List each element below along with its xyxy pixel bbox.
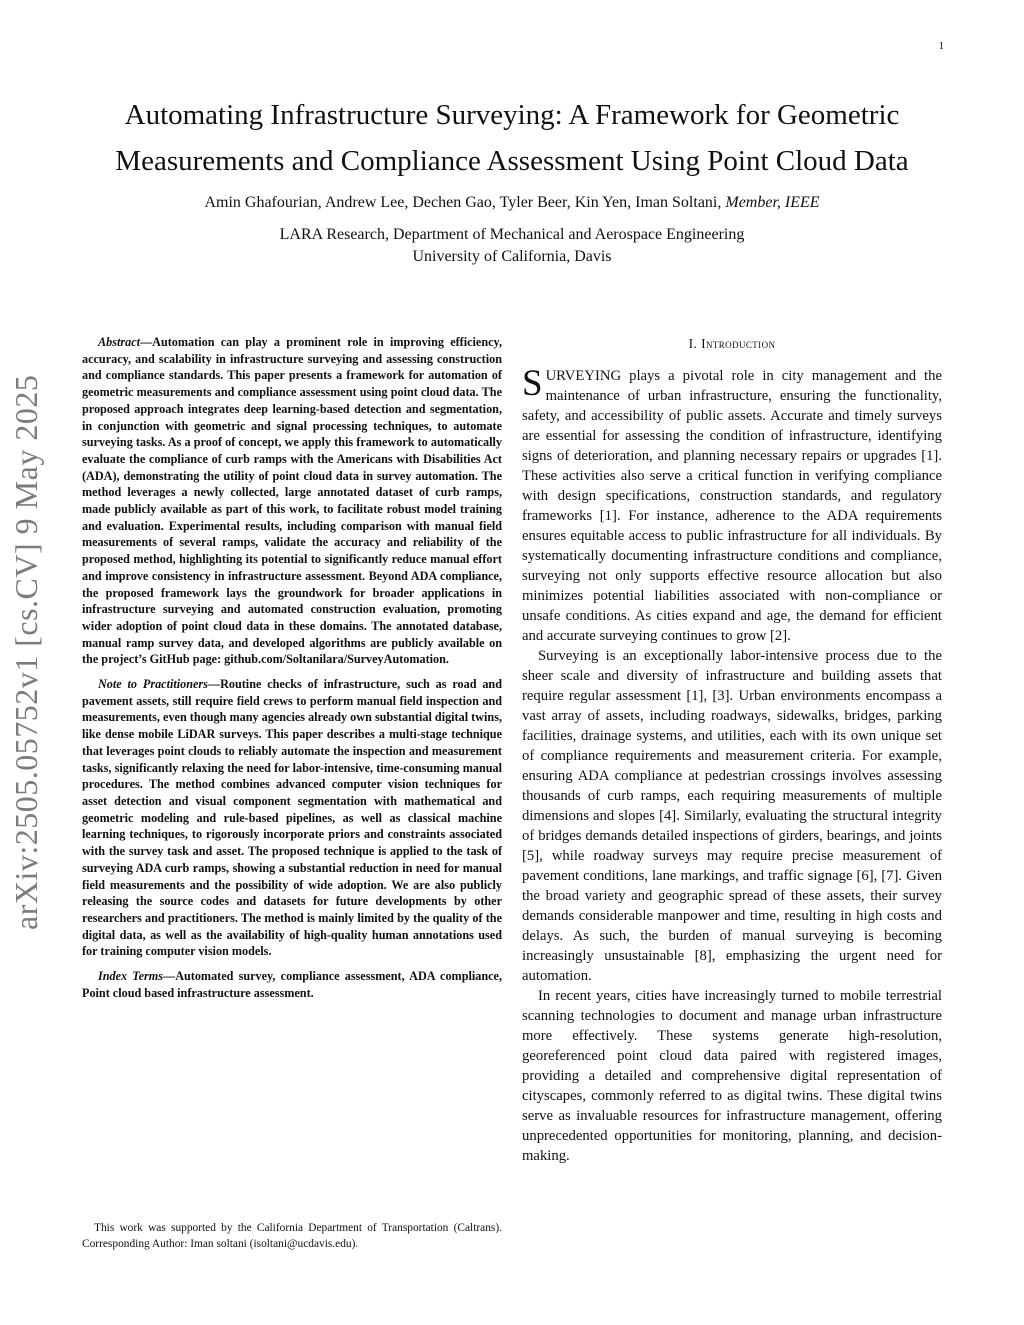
- affiliation-line-1: LARA Research, Department of Mechanical and Aerospace Engineering: [279, 226, 745, 243]
- index-terms-text: Automated survey, compliance assessment, ADA compliance, Point cloud based infrastructure assessment.: [82, 969, 502, 1000]
- page-number: 1: [938, 40, 944, 52]
- author-membership: Member, IEEE: [725, 194, 820, 211]
- intro-paragraph-1-text: plays a pivotal role in city management and the maintenance of urban infrastructure, ensuring the functionality, safety, and accessibility of public assets. Accurate and timely surveys are essential for assessing the condition of infrastructure, identifying signs of deterioration, and planning necessary repairs or upgrades [1]. These activities also serve a critical function in verifying compliance with design specifications, construction standards, and regulatory frameworks [1]. For instance, adherence to the ADA requirements ensures equitable access to public infrastructure for all individuals. By systematically documenting infrastructure conditions and compliance, surveying not only supports effective resource allocation but also minimizes potential liabilities associated with non-compliance or unsafe conditions. As cities expand and age, the demand for efficient and accurate surveying continues to grow [2].: [522, 368, 942, 644]
- intro-paragraph-2: Surveying is an exceptionally labor-intensive process due to the sheer scale and diversity of infrastructure and building assets that require regular assessment [1], [3]. Urban environments encompass a vast array of assets, including roadways, sidewalks, bridges, parking facilities, drainage systems, and utilities, each with its own unique set of compliance requirements and measurement criteria. For example, ensuring ADA compliance at pedestrian crossings involves assessing thousands of curb ramps, each requiring measurements of multiple dimensions and slopes [4]. Similarly, evaluating the structural integrity of bridges demands detailed inspections of girders, bearings, and joints [5], while roadway surveys may require precise measurement of pavement conditions, lane markings, and traffic signage [6], [7]. Given the broad variety and geographic spread of these assets, their survey demands considerable manpower and time, resulting in high costs and delays. As such, the burden of manual surveying is becoming increasingly unsustainable [8], emphasizing the urgent need for automation.: [522, 648, 942, 984]
- section-number: I.: [688, 336, 698, 351]
- abstract-text: Automation can play a prominent role in improving efficiency, accuracy, and scalability in infrastructure surveying and assessing construction and compliance standards. This paper presents a framework for automation of geometric measurements and compliance assessment using point cloud data. The proposed approach integrates deep learning-based detection and segmentation, in conjunction with geometric and signal processing techniques, to automate surveying tasks. As a proof of concept, we apply this framework to automatically evaluate the compliance of curb ramps with the Americans with Disabilities Act (ADA), demonstrating the utility of point cloud data in survey automation. The method leverages a newly collected, large annotated dataset of curb ramps, made publicly available as part of this work, to facilitate robust model training and evaluation. Experimental results, including comparison with manual field measurements of several ramps, validate the accuracy and reliability of the proposed method, highlighting its potential to significantly reduce manual effort and improve consistency in infrastructure assessment. Beyond ADA compliance, the proposed framework lays the groundwork for broader applications in infrastructure surveying and automated construction evaluation, promoting wider adoption of point cloud data in these domains. The annotated database, manual ramp survey data, and developed algorithms are publicly available on the project’s GitHub page: github.com/Soltanilara/SurveyAutomation.: [82, 335, 502, 667]
- dropcap-letter: S: [522, 363, 543, 404]
- paper-title-line-1: Automating Infrastructure Surveying: A Framework for Geometric: [124, 99, 900, 131]
- abstract: [82, 334, 502, 668]
- index-terms: [82, 968, 502, 1001]
- section-heading: [522, 336, 942, 352]
- first-word-rest: URVEYING: [545, 368, 622, 384]
- affiliation: [80, 224, 944, 268]
- abstract-label: Abstract—: [98, 335, 153, 349]
- note-text: Routine checks of infrastructure, such as road and pavement assets, still require field crews to perform manual field inspection and measurements, even though many agencies already own substantial digital twins, like dense mobile LiDAR surveys. This paper describes a multi-stage technique that leverages point clouds to reliably automate the inspection and measurement tasks, significantly relaxing the need for labor-intensive, time-consuming manual procedures. The method combines advanced computer vision techniques for asset detection and visual component segmentation with mathematical and geometric modeling and rule-based pipelines, as well as classical machine learning techniques, to rigorously incorporate priors and constraints associated with the survey task and asset. The proposed technique is applied to the task of surveying ADA curb ramps, showing a substantial reduction in need for manual field measurements and the possibility of wide adoption. We are also publicly releasing the source codes and datasets for future developments by other researchers and practitioners. The method is mainly limited by the quality of the digital data, as well as the availability of high-quality human annotations used for training computer vision models.: [82, 677, 502, 959]
- author-names: Amin Ghafourian, Andrew Lee, Dechen Gao, Tyler Beer, Kin Yen, Iman Soltani,: [204, 194, 722, 211]
- note-label: Note to Practitioners—: [98, 677, 221, 692]
- index-terms-label: Index Terms—: [98, 969, 176, 984]
- author-list: [80, 192, 944, 214]
- affiliation-line-2: University of California, Davis: [412, 248, 612, 265]
- paper-title-line-2: Measurements and Compliance Assessment Using Point Cloud Data: [115, 145, 909, 177]
- intro-paragraph-1: [522, 363, 942, 646]
- left-column: [82, 334, 502, 1009]
- intro-paragraph-3: In recent years, cities have increasingly turned to mobile terrestrial scanning technologies to document and manage urban infrastructure more effectively. These systems generate high-resolution, georeferenced point cloud data paired with registered images, providing a detailed and comprehensive digital representation of cityscapes, commonly referred to as digital twins. These digital twins serve as invaluable resources for infrastructure management, offering unprecedented opportunities for monitoring, planning, and decision-making.: [522, 988, 942, 1164]
- title-block: [80, 92, 944, 268]
- arxiv-identifier: arXiv:2505.05752v1 [cs.CV] 9 May 2025: [8, 374, 44, 930]
- footnote: This work was supported by the California Department of Transportation (Caltrans). Corresponding Author: Iman soltani (isoltani@ucdavis.edu).: [82, 1222, 502, 1250]
- note-to-practitioners: [82, 676, 502, 960]
- right-column: [522, 334, 942, 1166]
- section-title: Introduction: [701, 336, 776, 351]
